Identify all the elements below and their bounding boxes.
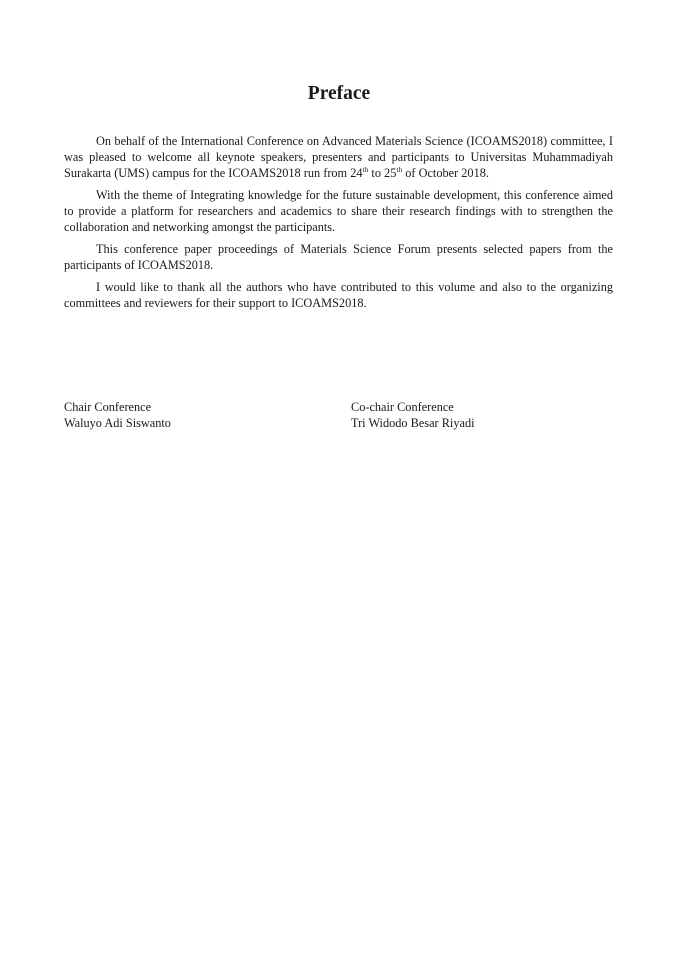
paragraph-proceedings: This conference paper proceedings of Materials Science Forum presents selected papers from the participants of ICOAMS2018. — [64, 242, 613, 273]
co-chair-signature — [351, 400, 475, 431]
chair-signature — [64, 400, 171, 431]
paragraph-welcome — [64, 134, 613, 182]
co-chair-role: Co-chair Conference — [351, 400, 454, 414]
chair-role: Chair Conference — [64, 400, 152, 414]
paragraph-welcome-text-middle: to 25 — [368, 165, 397, 180]
paragraph-theme: With the theme of Integrating knowledge for the future sustainable development, this conference aimed to provide a platform for researchers and academics to share their research findings with to strengthen the collaboration and networking amongst the participants. — [64, 188, 613, 234]
chair-name: Waluyo Adi Siswanto — [64, 415, 171, 430]
paragraph-acknowledgements: I would like to thank all the authors who have contributed to this volume and also to the organizing committees and reviewers for their support to ICOAMS2018. — [64, 280, 613, 311]
preface-body — [64, 134, 613, 319]
co-chair-name: Tri Widodo Besar Riyadi — [351, 415, 475, 430]
page-title: Preface — [307, 83, 371, 104]
paragraph-welcome-text-end: of October 2018. — [402, 165, 489, 180]
ordinal-suffix-start-date: th — [362, 164, 369, 174]
ordinal-suffix-end-date: th — [396, 164, 403, 174]
paragraph-welcome-text-start: On behalf of the International Conference on Advanced Materials Science (ICOAMS2018) committee, I was pleased to welcome all keynote speakers, presenters and participants to Universitas Muhammadiyah Surakarta (UMS) campus for the ICOAMS2018 run from 24 — [64, 134, 613, 180]
